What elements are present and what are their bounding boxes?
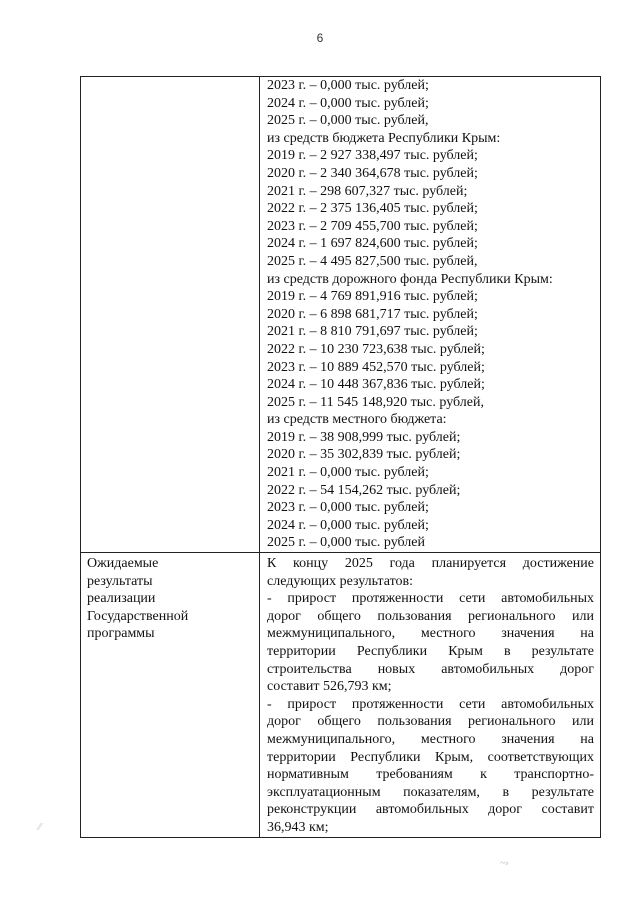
financing-line: 2019 г. – 2 927 338,497 тыс. рублей; xyxy=(267,148,478,164)
results-text-line: дорог общего пользования регионального или xyxy=(267,608,594,624)
financing-line: 2024 г. – 0,000 тыс. рублей; xyxy=(267,517,429,533)
expected-results-text xyxy=(260,553,600,837)
financing-line: из средств дорожного фонда Республики Крым: xyxy=(267,271,553,287)
financing-line: 2021 г. – 0,000 тыс. рублей; xyxy=(267,465,429,481)
results-label-line: Государственной xyxy=(87,608,189,624)
results-label-line: результаты xyxy=(87,573,153,589)
financing-line: 2025 г. – 0,000 тыс. рублей, xyxy=(267,113,429,129)
results-label-line: Ожидаемые xyxy=(87,556,159,572)
results-text-line: 36,943 км; xyxy=(267,819,329,835)
financing-line: 2020 г. – 35 302,839 тыс. рублей; xyxy=(267,447,461,463)
results-text-line: строительства новых автомобильных дорог xyxy=(267,661,594,677)
financing-line: 2019 г. – 4 769 891,916 тыс. рублей; xyxy=(267,289,478,305)
results-text-line: дорог общего пользования регионального или xyxy=(267,714,594,730)
results-label-line: реализации xyxy=(87,591,156,607)
financing-line: 2021 г. – 8 810 791,697 тыс. рублей; xyxy=(267,324,478,340)
financing-line: 2023 г. – 10 889 452,570 тыс. рублей; xyxy=(267,359,485,375)
page-number: 6 xyxy=(316,31,324,45)
financing-line: 2022 г. – 2 375 136,405 тыс. рублей; xyxy=(267,201,478,217)
financing-line: 2023 г. – 2 709 455,700 тыс. рублей; xyxy=(267,218,478,234)
financing-label-cell xyxy=(81,77,260,553)
results-text-line: реконструкции автомобильных дорог составит xyxy=(267,802,594,818)
financing-line: 2024 г. – 0,000 тыс. рублей; xyxy=(267,95,429,111)
expected-results-text-cell xyxy=(260,553,601,838)
expected-results-label xyxy=(81,553,259,643)
results-text-line: составит 526,793 км; xyxy=(267,679,392,695)
results-text-line: нормативным требованиям к транспортно- xyxy=(267,767,594,783)
financing-line: 2019 г. – 38 908,999 тыс. рублей; xyxy=(267,429,461,445)
results-text-line: следующих результатов: xyxy=(267,573,414,589)
expected-results-row xyxy=(81,553,601,838)
financing-line: 2022 г. – 54 154,262 тыс. рублей; xyxy=(267,482,461,498)
signature-mark: ~⸗ xyxy=(500,858,509,869)
expected-results-label-cell xyxy=(81,553,260,838)
financing-line: 2025 г. – 4 495 827,500 тыс. рублей, xyxy=(267,253,478,269)
results-text-line: территории Республики Крым, соответствующих xyxy=(267,749,594,765)
financing-lines xyxy=(260,77,600,552)
financing-line: из средств бюджета Республики Крым: xyxy=(267,130,501,146)
financing-line: 2023 г. – 0,000 тыс. рублей; xyxy=(267,78,429,93)
results-text-line: межмуниципального, местного значения на xyxy=(267,626,594,642)
financing-line: 2022 г. – 10 230 723,638 тыс. рублей; xyxy=(267,341,485,357)
financing-line: 2024 г. – 10 448 367,836 тыс. рублей; xyxy=(267,377,485,393)
financing-line: 2025 г. – 0,000 тыс. рублей xyxy=(267,535,425,551)
financing-line: 2021 г. – 298 607,327 тыс. рублей; xyxy=(267,183,468,199)
financing-values-cell xyxy=(260,77,601,553)
results-text-line: - прирост протяженности сети автомобильных xyxy=(267,591,594,607)
results-text-line: эксплуатационным показателям, в результате xyxy=(267,784,594,800)
margin-mark: ⁄⁄ xyxy=(38,822,42,833)
results-label-line: программы xyxy=(87,626,155,642)
program-passport-table xyxy=(80,76,601,838)
financing-line: 2025 г. – 11 545 148,920 тыс. рублей, xyxy=(267,394,484,410)
financing-line: из средств местного бюджета: xyxy=(267,412,447,428)
financing-line: 2020 г. – 6 898 681,717 тыс. рублей; xyxy=(267,306,478,322)
results-text-line: межмуниципального, местного значения на xyxy=(267,731,594,747)
financing-line: 2023 г. – 0,000 тыс. рублей; xyxy=(267,500,429,516)
financing-row xyxy=(81,77,601,553)
financing-line: 2020 г. – 2 340 364,678 тыс. рублей; xyxy=(267,165,478,181)
financing-line: 2024 г. – 1 697 824,600 тыс. рублей; xyxy=(267,236,478,252)
results-text-line: территории Республики Крым в результате xyxy=(267,644,594,659)
results-text-line: - прирост протяженности сети автомобильных xyxy=(267,696,594,712)
results-text-line: К концу 2025 года планируется достижение xyxy=(267,556,594,572)
